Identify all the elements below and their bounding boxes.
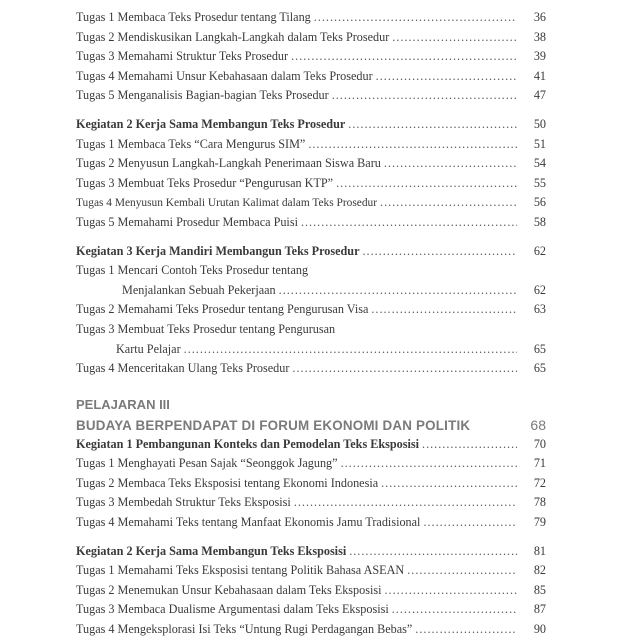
toc-entry-page: 71 (533, 456, 546, 471)
leader-dots (308, 135, 517, 155)
toc-entry-first-line (76, 261, 546, 281)
leader-dots (380, 193, 517, 213)
toc-entry-title: Tugas 2 Memahami Teks Prosedur tentang Pengurusan Visa (76, 302, 369, 317)
toc-entry-title: Kegiatan 2 Kerja Sama Membangun Teks Eksposisi (76, 543, 347, 558)
toc-entry (76, 600, 546, 620)
toc-entry-page: 65 (533, 361, 546, 376)
toc-entry-title: Tugas 4 Mengeksplorasi Isi Teks “Untung Rugi Perdagangan Bebas” (76, 622, 413, 637)
toc-entry-page: 51 (533, 136, 546, 151)
toc-entry-title: Tugas 2 Membaca Teks Eksposisi tentang Ekonomi Indonesia (76, 475, 379, 490)
toc-entry-title: Tugas 5 Memahami Prosedur Membaca Puisi (76, 214, 298, 229)
toc-entry (76, 513, 546, 533)
toc-entry (76, 493, 546, 513)
leader-dots (384, 581, 517, 601)
toc-entry-page: 63 (533, 302, 546, 317)
toc-entry-title: Tugas 4 Memahami Unsur Kebahasaan dalam Teks Prosedur (76, 68, 373, 83)
lesson-page: 68 (530, 416, 546, 433)
toc-entry-title: Tugas 4 Menyusun Kembali Urutan Kalimat dalam Teks Prosedur (76, 197, 378, 210)
leader-dots (184, 340, 517, 360)
toc-entry-page: 47 (533, 88, 546, 103)
toc-entry-title: Kegiatan 1 Pembangunan Konteks dan Pemodelan Teks Eksposisi (76, 436, 420, 451)
toc-entry-page: 81 (533, 543, 546, 558)
toc-entry (76, 359, 546, 379)
toc-entry (76, 581, 546, 601)
toc-activity-heading (76, 242, 546, 262)
toc-entry-page: 41 (533, 68, 546, 83)
toc-entry-title: Tugas 5 Menganalisis Bagian-bagian Teks Prosedur (76, 88, 329, 103)
leader-dots (371, 300, 517, 320)
leader-dots (279, 281, 517, 301)
toc-entry-title: Kegiatan 2 Kerja Sama Membangun Teks Prosedur (76, 116, 346, 131)
toc-entry-title: Tugas 3 Membaca Dualisme Argumentasi dalam Teks Eksposisi (76, 602, 389, 617)
toc-entry (76, 300, 546, 320)
toc-entry-page: 56 (533, 195, 546, 210)
toc-entry-title: Tugas 2 Menyusun Langkah-Langkah Penerimaan Siswa Baru (76, 156, 381, 171)
toc-entry-title: Tugas 3 Membuat Teks Prosedur “Pengurusan KTP” (76, 175, 334, 190)
leader-dots (423, 513, 517, 533)
leader-dots (384, 154, 517, 174)
leader-dots (291, 47, 517, 67)
toc-entry-page: 90 (533, 622, 546, 637)
toc-entry-page: 39 (533, 49, 546, 64)
toc-entry (76, 561, 546, 581)
toc-entry-title: Tugas 1 Memahami Teks Eksposisi tentang Politik Bahasa ASEAN (76, 563, 405, 578)
toc-entry-page: 79 (533, 515, 546, 530)
leader-dots (336, 174, 517, 194)
leader-dots (332, 86, 517, 106)
toc-entry (76, 86, 546, 106)
table-of-contents (76, 8, 546, 640)
toc-entry-title: Tugas 3 Membuat Teks Prosedur tentang Pengurusan (76, 321, 336, 336)
leader-dots (407, 561, 517, 581)
toc-entry-title: Menjalankan Sebuah Pekerjaan (122, 282, 276, 297)
toc-activity-heading (76, 435, 546, 455)
toc-entry (76, 193, 546, 213)
toc-entry-title: Tugas 1 Membaca Teks Prosedur tentang Tilang (76, 10, 311, 24)
toc-entry-title: Tugas 1 Mencari Contoh Teks Prosedur tentang (76, 263, 309, 278)
leader-dots (349, 542, 517, 562)
toc-entry-page: 54 (533, 156, 546, 171)
toc-entry-page: 65 (533, 341, 546, 356)
toc-entry-title: Tugas 3 Membedah Struktur Teks Eksposisi (76, 495, 291, 510)
toc-entry-page: 85 (533, 582, 546, 597)
toc-entry-page: 62 (533, 243, 546, 258)
leader-dots (292, 359, 517, 379)
leader-dots (392, 600, 517, 620)
toc-entry-title: Tugas 4 Menceritakan Ulang Teks Prosedur (76, 361, 290, 376)
lesson-title-row (76, 415, 546, 435)
toc-entry-page: 50 (533, 116, 546, 131)
toc-entry-page: 87 (533, 602, 546, 617)
toc-entry-first-line (76, 320, 546, 340)
toc-entry-page: 58 (533, 214, 546, 229)
toc-entry (76, 474, 546, 494)
toc-entry-continuation (76, 281, 546, 301)
toc-entry (76, 174, 546, 194)
leader-dots (381, 474, 517, 494)
toc-entry-page: 78 (533, 495, 546, 510)
leader-dots (294, 493, 517, 513)
toc-entry-page: 70 (533, 436, 546, 451)
toc-entry-title: Tugas 2 Mendiskusikan Langkah-Langkah dalam Teks Prosedur (76, 29, 390, 44)
toc-entry (76, 8, 546, 28)
lesson-title: BUDAYA BERPENDAPAT DI FORUM EKONOMI DAN POLITIK (76, 417, 471, 433)
toc-entry (76, 28, 546, 48)
toc-entry-continuation (76, 340, 546, 360)
leader-dots (341, 454, 517, 474)
toc-entry (76, 67, 546, 87)
toc-entry-title: Tugas 1 Membaca Teks “Cara Mengurus SIM” (76, 136, 306, 151)
toc-activity-heading (76, 542, 546, 562)
leader-dots (301, 213, 517, 233)
leader-dots (348, 115, 517, 135)
toc-entry (76, 154, 546, 174)
leader-dots (392, 28, 517, 48)
toc-entry-title: Kegiatan 3 Kerja Mandiri Membangun Teks Prosedur (76, 243, 360, 258)
toc-entry-page: 62 (533, 282, 546, 297)
toc-entry-page: 72 (533, 475, 546, 490)
toc-entry-title: Tugas 3 Memahami Struktur Teks Prosedur (76, 49, 289, 64)
toc-entry (76, 454, 546, 474)
toc-activity-heading (76, 115, 546, 135)
leader-dots (362, 242, 517, 262)
toc-entry (76, 213, 546, 233)
toc-entry-page: 82 (533, 563, 546, 578)
toc-entry-title: Tugas 4 Memahami Teks tentang Manfaat Ekonomis Jamu Tradisional (76, 515, 421, 530)
leader-dots (376, 67, 517, 87)
toc-entry-page: 55 (533, 175, 546, 190)
toc-entry-page: 36 (533, 10, 546, 24)
toc-entry (76, 135, 546, 155)
toc-entry-page: 38 (533, 29, 546, 44)
toc-entry (76, 47, 546, 67)
toc-entry-title: Tugas 1 Menghayati Pesan Sajak “Seonggok Jagung” (76, 456, 338, 471)
leader-dots (422, 435, 517, 455)
leader-dots (314, 8, 517, 28)
toc-entry-title: Kartu Pelajar (116, 341, 181, 356)
toc-entry-title: Tugas 2 Menemukan Unsur Kebahasaan dalam Teks Eksposisi (76, 582, 382, 597)
lesson-number: PELAJARAN III (76, 396, 170, 412)
